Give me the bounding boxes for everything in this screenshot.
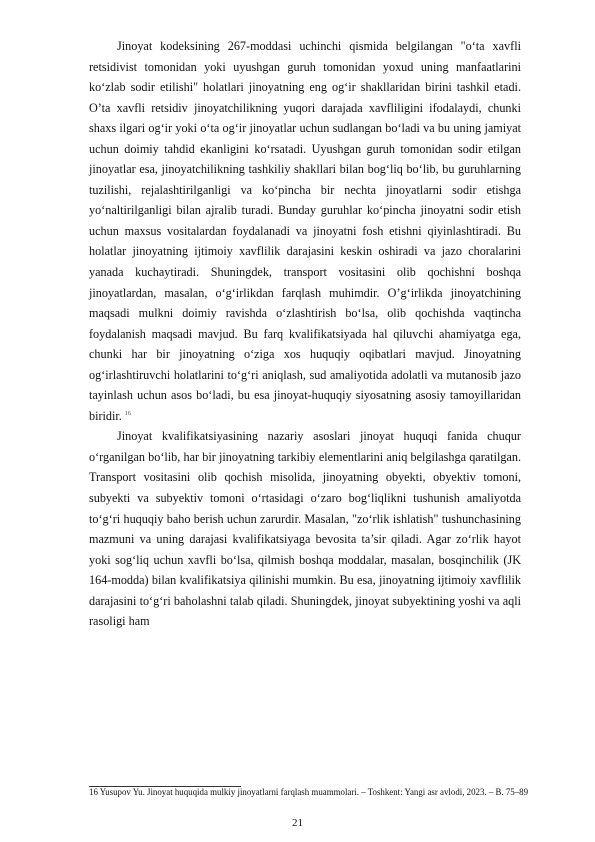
page-number: 21 — [292, 817, 303, 829]
main-text — [89, 36, 521, 632]
paragraph-2: Jinoyat kvalifikatsiyasining nazariy asoslari jinoyat huquqi fanida chuqur o‘rganilgan bo‘lib, har bir jinoyatning tarkibiy elementlarini aniq belgilashga qaratilgan. Transport vositasini olib qochish misolida, jinoyatning obyekti, obyektiv tomoni, subyekti va subyektiv tomoni o‘rtasidagi o‘zaro bog‘liqlikni tushunish amaliyotda to‘g‘ri huquqiy baho berish uchun zarurdir. Masalan, "zo‘rlik ishlatish" tushunchasining mazmuni va uning darajasi kvalifikatsiyaga bevosita ta’sir qiladi. Agar zo‘rlik hayot yoki sog‘liq uchun xavfli bo‘lsa, qilmish boshqa moddalar, masalan, bosqinchilik (JK 164-modda) bilan kvalifikatsiya qilinishi mumkin. Bu esa, jinoyatning ijtimoiy xavflilik darajasini to‘g‘ri baholashni talab qiladi. Shuningdek, jinoyat subyektining yoshi va aqli rasoligi ham — [89, 429, 521, 629]
paragraph-1-text: Jinoyat kodeksining 267-moddasi uchinchi qismida belgilangan "o‘ta xavfli retsidivist tomonidan yoki uyushgan guruh tomonidan yoxud uning manfaatlarini ko‘zlab sodir etilishi" holatlari jinoyatning eng og‘ir shakllaridan birini tashkil etadi. O’ta xavfli retsidiv jinoyatchilikning yuqori darajada xavfliligini ifodalaydi, chunki shaxs ilgari og‘ir yoki o‘ta og‘ir jinoyatlar uchun sudlangan bo‘ladi va bu uning jamiyat uchun doimiy tahdid ekanligini ko‘rsatadi. Uyushgan guruh tomonidan sodir etilgan jinoyatlar esa, jinoyatchilikning tashkiliy shakllari bilan bog‘liq bo‘lib, bu guruhlarning tuzilishi, rejalashtirilganligi va ko‘pincha bir nechta jinoyatlarni sodir etishga yo‘naltirilganligi bilan ajralib turadi. Bunday guruhlar ko‘pincha jinoyatni sodir etish uchun maxsus vositalardan foydalanadi va jinoyatni fosh etishni qiyinlashtiradi. Bu holatlar jinoyatning ijtimoiy xavflilik darajasini keskin oshiradi va jazo choralarini yanada kuchaytiradi. Shuningdek, transport vositasini olib qochishni boshqa jinoyatlardan, masalan, o‘g‘irlikdan farqlash muhimdir. O’g‘irlikda jinoyatchining maqsadi mulkni doimiy ravishda o‘zlashtirish bo‘lsa, olib qochishda vaqtincha foydalanish maqsadi mavjud. Bu farq kvalifikatsiyada hal qiluvchi ahamiyatga ega, chunki har bir jinoyatning o‘ziga xos huquqiy oqibatlari mavjud. Jinoyatning og‘irlashtiruvchi holatlarini to‘g‘ri aniqlash, sud amaliyotida adolatli va mutanosib jazo tayinlash uchun asos bo‘ladi, bu esa jinoyat-huquqiy siyosatning asosiy tamoyillaridan biridir. — [89, 39, 521, 423]
footnote-reference[interactable]: 16 — [124, 410, 131, 417]
footnote: 16 Yusupov Yu. Jinoyat huquqida mulkiy jinoyatlarni farqlash muammolari. – Toshkent: Yangi asr avlodi, 2023. – B. 75–89 — [89, 787, 529, 797]
paragraph-1 — [89, 36, 521, 426]
